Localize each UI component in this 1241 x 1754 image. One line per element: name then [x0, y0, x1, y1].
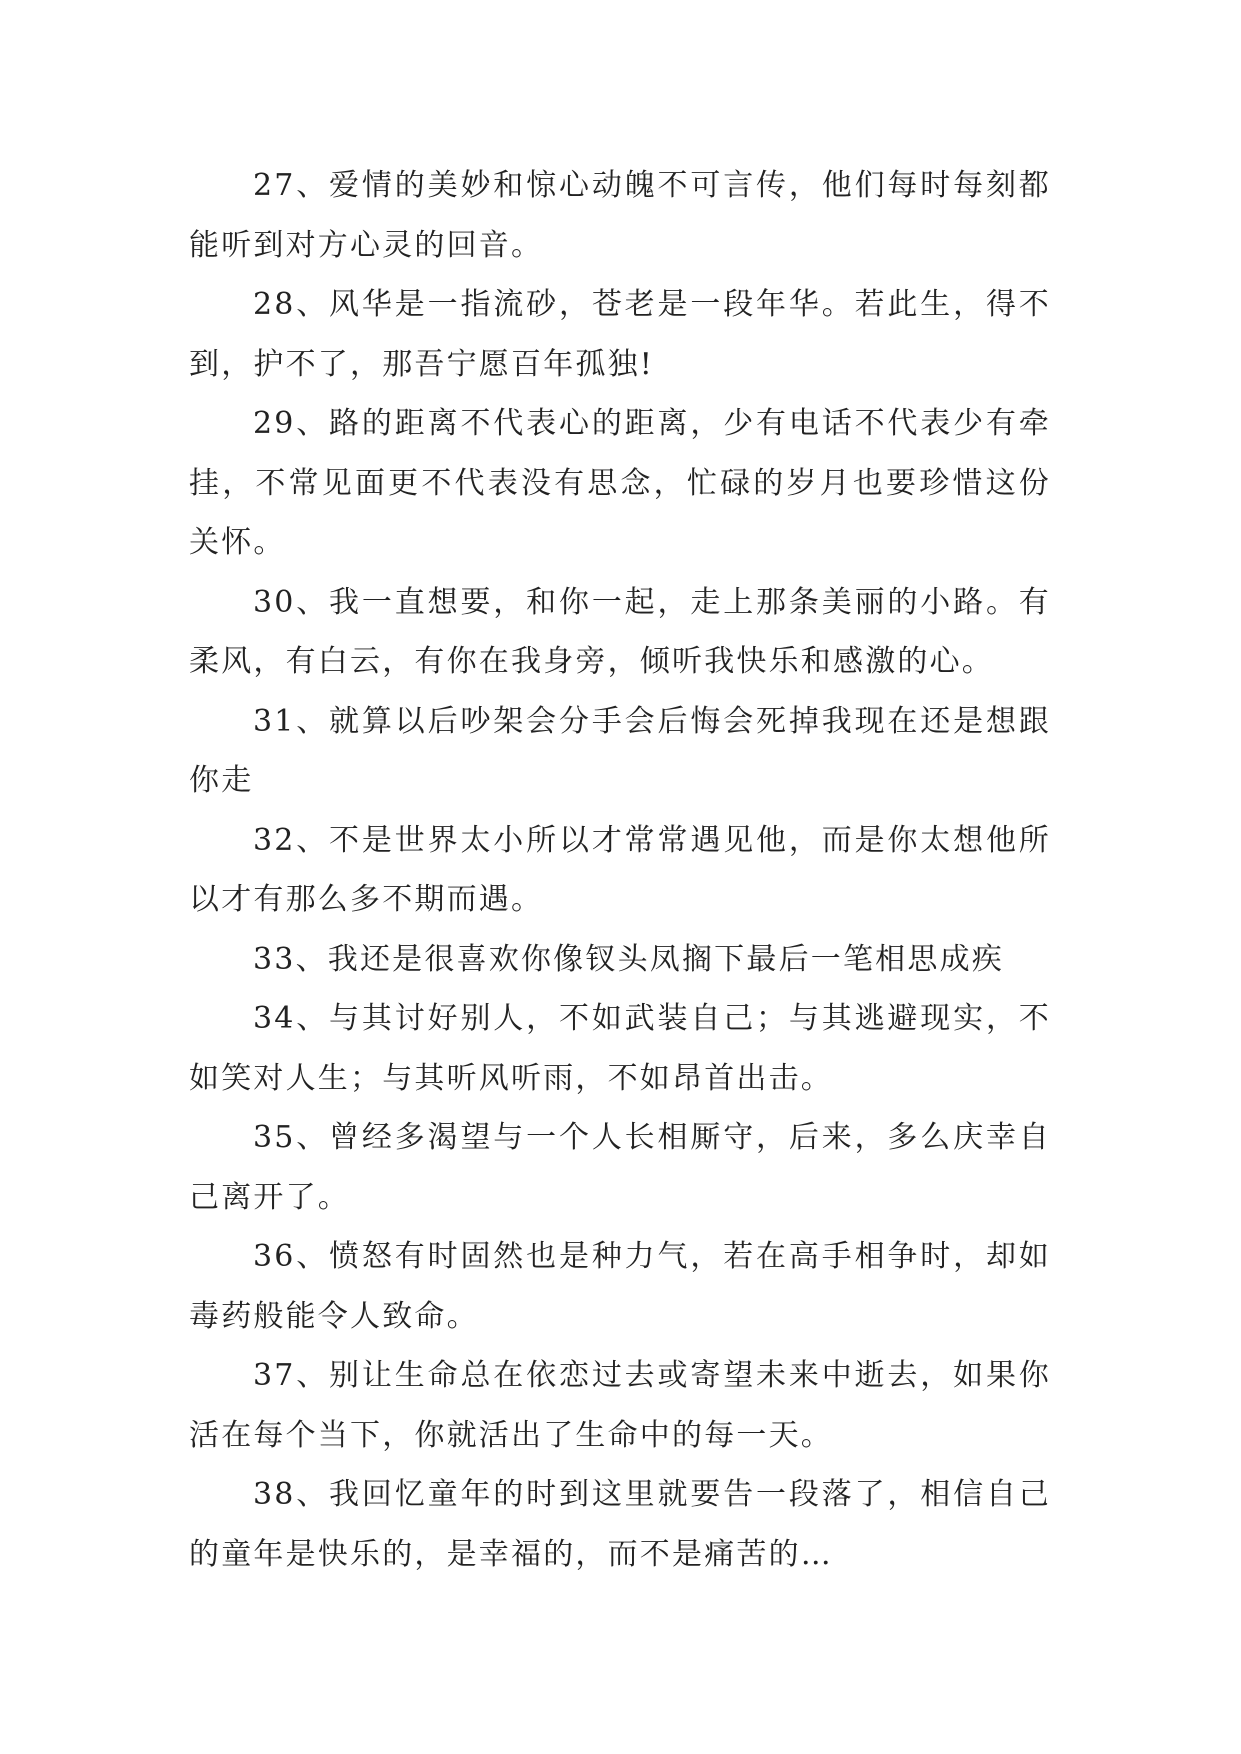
paragraph-31: 31、就算以后吵架会分手会后悔会死掉我现在还是想跟你走: [189, 703, 1051, 798]
paragraph-34: 34、与其讨好别人，不如武装自己；与其逃避现实，不如笑对人生；与其听风听雨，不如昂首出击。: [189, 1001, 1051, 1096]
paragraph-32: 32、不是世界太小所以才常常遇见他，而是你太想他所以才有那么多不期而遇。: [189, 822, 1051, 917]
paragraph-33: 33、我还是很喜欢你像钗头凤搁下最后一笔相思成疾: [253, 941, 1004, 977]
paragraph-27: 27、爱情的美妙和惊心动魄不可言传，他们每时每刻都能听到对方心灵的回音。: [189, 168, 1051, 263]
paragraph-36: 36、愤怒有时固然也是种力气，若在高手相争时，却如毒药般能令人致命。: [189, 1239, 1051, 1334]
paragraph-29: 29、路的距离不代表心的距离，少有电话不代表少有牵挂，不常见面更不代表没有思念，忙碌的岁月也要珍惜这份关怀。: [189, 406, 1051, 560]
paragraph-28: 28、风华是一指流砂，苍老是一段年华。若此生，得不到，护不了，那吾宁愿百年孤独!: [189, 287, 1051, 382]
document-page: [189, 156, 1051, 1584]
paragraph-37: 37、别让生命总在依恋过去或寄望未来中逝去，如果你活在每个当下，你就活出了生命中的每一天。: [189, 1358, 1051, 1453]
paragraph-30: 30、我一直想要，和你一起，走上那条美丽的小路。有柔风，有白云，有你在我身旁，倾听我快乐和感激的心。: [189, 584, 1051, 679]
paragraph-35: 35、曾经多渴望与一个人长相厮守，后来，多么庆幸自己离开了。: [189, 1120, 1051, 1215]
paragraph-38: 38、我回忆童年的时到这里就要告一段落了，相信自己的童年是快乐的，是幸福的，而不是痛苦的…: [189, 1477, 1051, 1572]
